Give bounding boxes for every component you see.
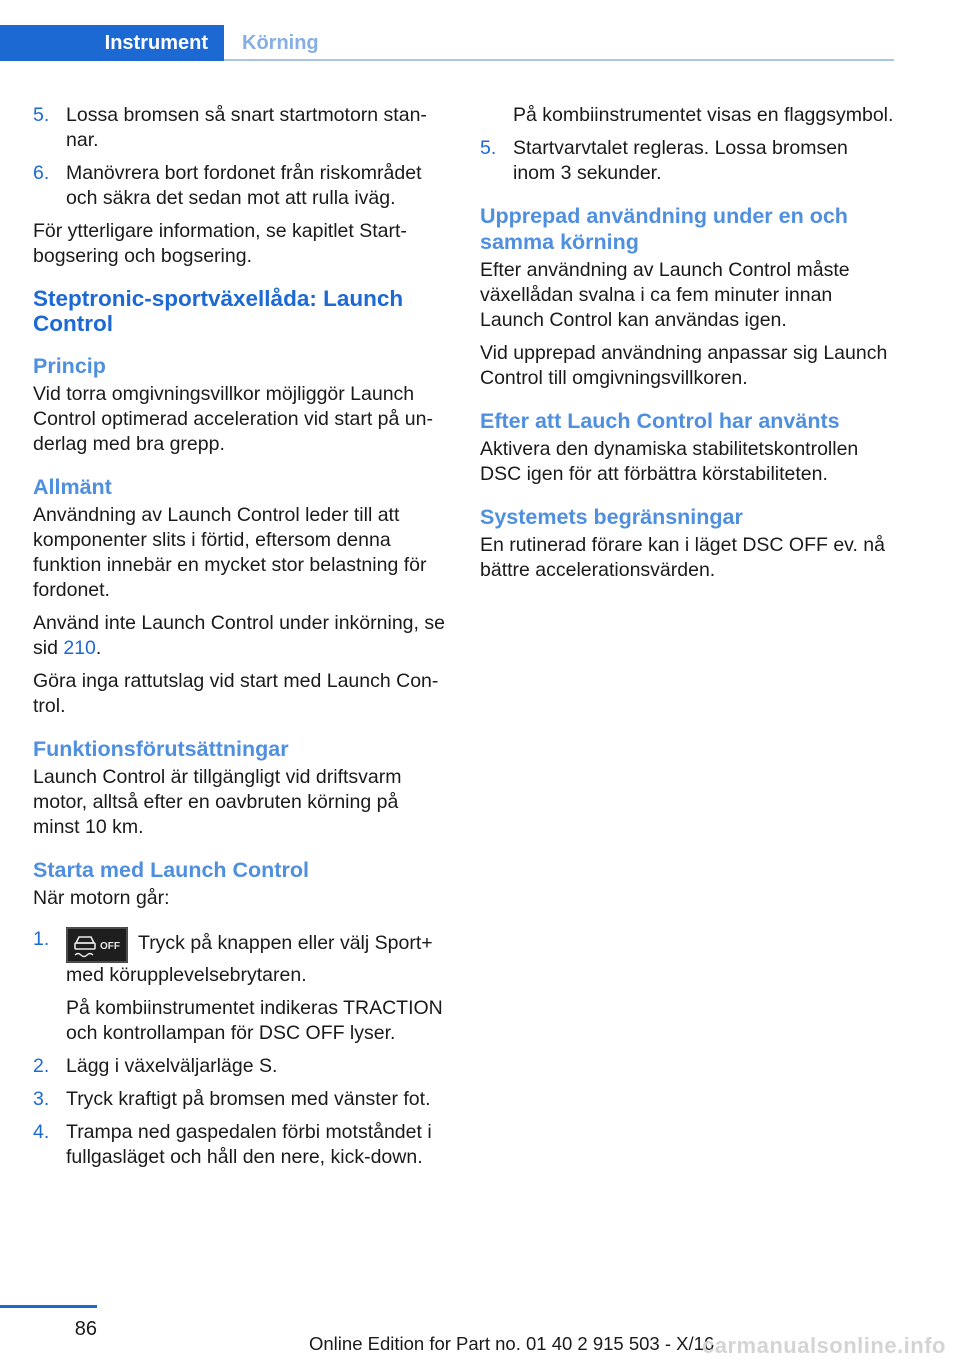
list-number: 1. xyxy=(33,928,50,950)
section-heading-launch-control: Steptronic-sportväxellåda: Launch Control xyxy=(33,286,404,336)
heading-efter: Efter att Lauch Control har använts xyxy=(480,409,840,433)
watermark: carmanualsonline.info xyxy=(702,1333,946,1358)
dsc-off-icon xyxy=(66,927,128,963)
header-divider xyxy=(224,59,894,61)
list-item xyxy=(33,103,447,153)
paragraph-allmant-2 xyxy=(33,611,447,661)
list-text: Startvarvtalet regleras. Lossa bromsen inom 3 sekunder. xyxy=(513,137,848,184)
footer-accent-line xyxy=(0,1305,97,1308)
heading-starta: Starta med Launch Control xyxy=(33,858,309,882)
list-text: Lägg i växelväljarläge S. xyxy=(66,1055,278,1077)
edition-text: Online Edition for Part no. 01 40 2 915 503 - X/16 xyxy=(309,1333,715,1354)
paragraph-allmant-1: Användning av Launch Control leder till att komponenter slits i förtid, eftersom denna funktion innebär en mycket stor belastning för fordonet. xyxy=(33,504,427,601)
list-item-step-1 xyxy=(33,927,447,988)
heading-upprepad: Upprepad användning under en och samma körning xyxy=(480,204,848,254)
list-text: Manövrera bort fordonet från riskområdet och säkra det sedan mot att rulla iväg. xyxy=(66,162,422,209)
list-item xyxy=(33,1054,447,1079)
page-header xyxy=(0,0,960,64)
tab-instrument[interactable] xyxy=(0,25,224,61)
list-item xyxy=(33,1087,447,1112)
heading-princip: Princip xyxy=(33,354,106,378)
list-text: Trampa ned gaspedalen förbi motståndet i fullgasläget och håll den nere, kick-down. xyxy=(66,1121,432,1168)
paragraph-efter: Aktivera den dynamiska stabilitetskontrollen DSC igen för att förbättra körstabiliteten. xyxy=(480,438,859,485)
tab-instrument-label: Instrument xyxy=(104,31,208,54)
tab-korning-label: Körning xyxy=(242,31,319,54)
list-text: Tryck kraftigt på bromsen med vänster fot. xyxy=(66,1088,431,1110)
paragraph-info: För ytterligare information, se kapitlet Startbogsering och bogsering. xyxy=(33,220,407,267)
list-text: Lossa bromsen så snart startmotorn stannar. xyxy=(66,104,427,151)
left-column xyxy=(33,103,447,1178)
step-4-continuation: På kombiinstrumentet visas en flaggsymbol. xyxy=(513,104,894,126)
list-number: 5. xyxy=(33,104,50,126)
heading-allmant: Allmänt xyxy=(33,475,112,499)
paragraph-allmant-3: Göra inga rattutslag vid start med Launch Control. xyxy=(33,670,439,717)
page-number: 86 xyxy=(74,1318,97,1340)
paragraph-text: . xyxy=(95,637,102,659)
list-text: Tryck på knappen eller välj Sport+ med körupplevelsebrytaren. xyxy=(66,932,433,986)
tab-korning[interactable] xyxy=(224,25,319,61)
list-number: 6. xyxy=(33,162,50,184)
heading-funktionsforutsattningar: Funktionsförutsättningar xyxy=(33,737,289,761)
paragraph-upprepad-1: Efter användning av Launch Control måste växellådan svalna i ca fem minuter innan Launch Control kan användas igen. xyxy=(480,259,850,331)
paragraph-text: Använd inte Launch Control under inkörning, se sid xyxy=(33,612,445,659)
paragraph-upprepad-2: Vid upprepad användning anpassar sig Launch Control till omgivningsvillkoren. xyxy=(480,342,888,389)
paragraph-starta: När motorn går: xyxy=(33,887,170,909)
paragraph-funktion: Launch Control är tillgängligt vid driftsvarm motor, alltså efter en oavbruten körning på minst 10 km. xyxy=(33,766,402,838)
list-item-step-5 xyxy=(480,136,894,186)
heading-systemets-begransningar: Systemets begränsningar xyxy=(480,505,743,529)
list-text-wrap xyxy=(66,927,447,988)
paragraph-system: En rutinerad förare kan i läget DSC OFF ev. nå bättre accelerationsvärden. xyxy=(480,534,885,581)
list-number: 5. xyxy=(480,137,497,159)
list-number: 4. xyxy=(33,1121,50,1143)
step-1-continuation: På kombiinstrumentet indikeras TRACTION och kontrollampan för DSC OFF lyser. xyxy=(66,997,443,1044)
list-item xyxy=(33,1120,447,1170)
list-number: 2. xyxy=(33,1055,50,1077)
list-number: 3. xyxy=(33,1088,50,1110)
right-column xyxy=(480,103,894,591)
list-item xyxy=(33,161,447,211)
paragraph-princip: Vid torra omgivningsvillkor möjliggör Launch Control optimerad acceleration vid start på underlag med bra grepp. xyxy=(33,383,433,455)
page-link-210[interactable]: 210 xyxy=(63,637,96,659)
dsc-icon-label: OFF xyxy=(100,941,120,952)
